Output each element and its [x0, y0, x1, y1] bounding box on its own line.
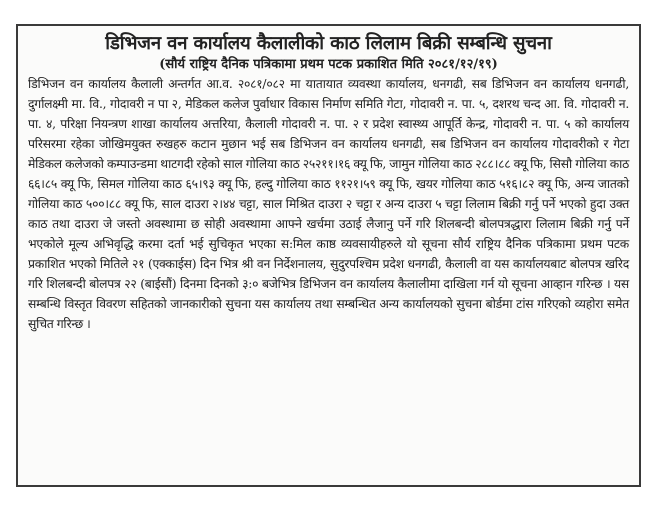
notice-body: डिभिजन वन कार्यालय कैलाली अन्तर्गत आ.व. २०८१/०८२ मा यातायात व्यवस्था कार्यालय, धनगढी, सब डिभिजन वन कार्यालय धनगढी, दुर्गालक्ष्मी मा. वि., गोदावरी न पा २, मेडिकल कलेज पुर्वाधार विकास निर्माण समिति गेटा, गोदावरी न. पा. ५, दशरथ चन्द आ. वि. गोदावरी न. पा. ४, परिक्षा नियन्त्रण शाखा कार्यालय अत्तरिया, कैलाली गोदावरी न. पा. २ र प्रदेश स्वास्थ्य आपूर्ति केन्द्र, गोदावरी न. पा. ५ को कार्यालय परिसरमा रहेका जोखिमयुक्त रुखहरु कटान मुछान भई सब डिभिजन वन कार्यालय धनगढी, सब डिभिजन वन कार्यालय गोदावरीको र गेटा मेडिकल कलेजको कम्पाउन्डमा थाटगदी रहेको साल गोलिया काठ २५२११।१६ क्यू फि, जामुन गोलिया काठ २८८।८८ क्यू फि, सिसौ गोलिया काठ ६६।८५ क्यू फि, सिमल गोलिया काठ ६५।९३ क्यू फि, हल्दु गोलिया काठ ११२१।५९ क्यू फि, खयर गोलिया काठ ५१६।८२ क्यू फि, अन्य जातको गोलिया काठ ५००।८८ क्यू फि, साल दाउरा २।४४ चट्टा, साल मिश्रित दाउरा २ चट्टा र अन्य दाउरा ५ चट्टा लिलाम बिक्री गर्नु पर्ने भएको हुदा उक्त काठ तथा दाउरा जे जस्तो अवस्थामा छ सोही अवस्थामा आफ्ने खर्चमा उठाई लैजानु पर्ने गरि शिलबन्दी बोलपत्रद्धारा लिलाम बिक्री गर्नु पर्ने भएकोले मूल्य अभिवृद्धि करमा दर्ता भई सुचिकृत भएका स:मिल काष्ठ व्यवसायीहरुले यो सूचना सौर्य राष्ट्रिय दैनिक पत्रिकामा प्रथम पटक प्रकाशित भएको मितिले २१ (एक्काईस) दिन भित्र श्री वन निर्देशनालय, सुदुरपश्चिम प्रदेश धनगढी, कैलाली वा यस कार्यालयबाट बोलपत्र खरिद गरि शिलबन्दी बोलपत्र २२ (बाईसौं) दिनमा दिनको ३:० बजेभित्र डिभिजन वन कार्यालय कैलालीमा दाखिला गर्न यो सूचना आव्हान गरिन्छ । यस सम्बन्धि विस्तृत विवरण सहितको जानकारीको सुचना यस कार्यालय तथा सम्बन्धित अन्य कार्यालयको सुचना बोर्डमा टांस गरिएको व्यहोरा समेत सुचित गरिन्छ । — [28, 77, 629, 331]
notice-title: डिभिजन वन कार्यालय कैलालीको काठ लिलाम बिक्री सम्बन्धि सुचना — [105, 33, 552, 54]
notice-box — [16, 24, 641, 487]
notice-subtitle: (सौर्य राष्ट्रिय दैनिक पत्रिकामा प्रथम पटक प्रकाशित मिति २०८१/१२/१९) — [159, 57, 498, 72]
